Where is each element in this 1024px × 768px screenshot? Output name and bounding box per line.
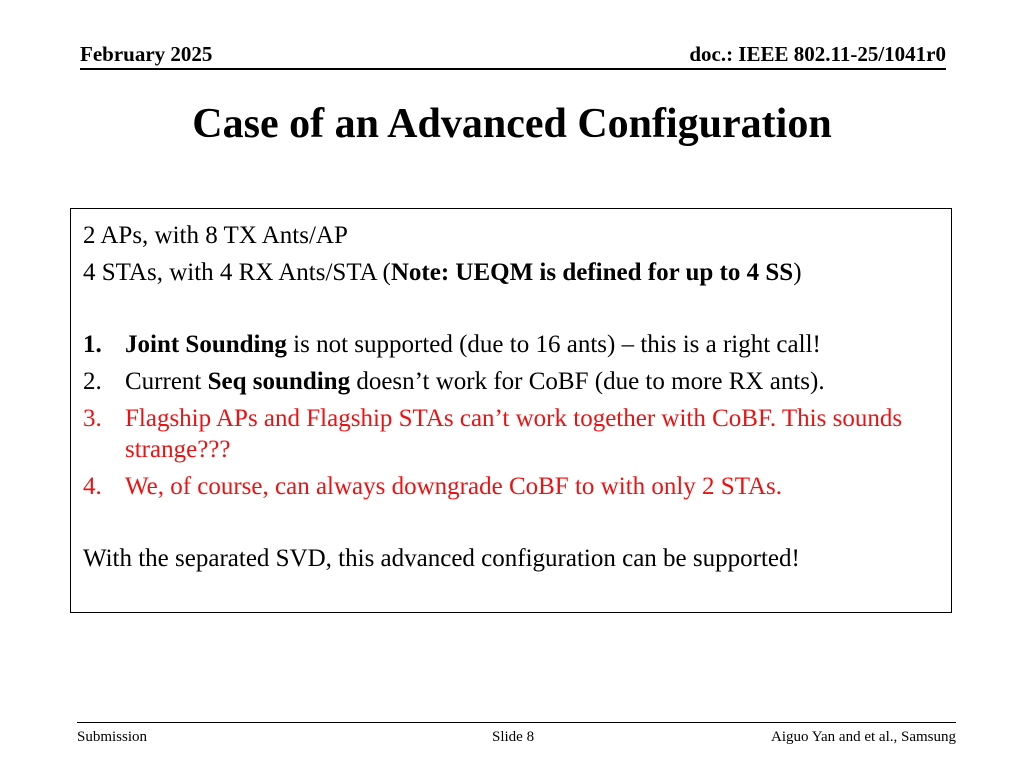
findings-list [83, 329, 939, 502]
footer-divider [77, 722, 956, 723]
ueqm-note: Note: UEQM is defined for up to 4 SS [390, 259, 794, 286]
footer-submission: Submission [77, 729, 148, 745]
content-box [70, 208, 952, 613]
list-item [83, 471, 939, 502]
list-item-number: 4. [83, 473, 102, 500]
list-item-bold: Seq sounding [207, 368, 351, 395]
config-line-stas [83, 254, 939, 291]
header-date: February 2025 [80, 42, 213, 66]
list-item-number: 3. [83, 405, 102, 432]
header-divider [80, 68, 946, 70]
spacer [83, 508, 939, 540]
list-item [83, 329, 939, 360]
list-item-number: 2. [83, 368, 102, 395]
slide-title: Case of an Advanced Configuration [192, 101, 832, 147]
list-item [83, 403, 939, 465]
list-item [83, 366, 939, 397]
config-line-stas-prefix: 4 STAs, with 4 RX Ants/STA ( [83, 259, 391, 286]
list-item-text: doesn’t work for CoBF (due to more RX ants). [350, 368, 825, 395]
slide-footer [77, 722, 956, 752]
footer-authors: Aiguo Yan and et al., Samsung [771, 729, 956, 745]
config-line-aps: 2 APs, with 8 TX Ants/AP [83, 222, 348, 249]
header-doc-id: doc.: IEEE 802.11-25/1041r0 [689, 42, 946, 66]
conclusion-text: With the separated SVD, this advanced configuration can be supported! [83, 545, 800, 572]
config-line-stas-suffix: ) [793, 259, 802, 286]
spacer [83, 291, 939, 329]
list-item-prefix: Current [125, 368, 208, 395]
slide-header [80, 14, 946, 68]
footer-slide-number: Slide 8 [492, 729, 535, 745]
list-item-text: We, of course, can always downgrade CoBF to with only 2 STAs. [125, 473, 782, 500]
list-item-number: 1. [83, 331, 102, 358]
list-item-bold: Joint Sounding [125, 331, 287, 358]
list-item-text: is not supported (due to 16 ants) – this is a right call! [286, 331, 821, 358]
list-item-text: Flagship APs and Flagship STAs can’t work together with CoBF. This sounds strange??? [125, 405, 903, 463]
